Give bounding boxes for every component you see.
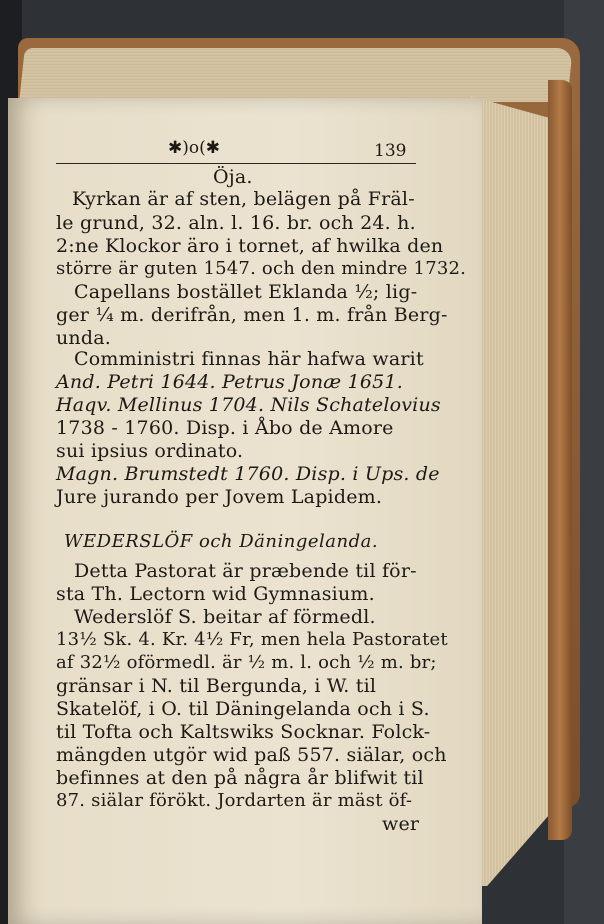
text-line: til Tofta och Kaltswiks Socknar. Folck- — [56, 721, 431, 743]
page-heading: Öja. — [213, 166, 253, 188]
text-line: Capellans bostället Eklanda ½; lig- — [74, 281, 418, 303]
text-line: Wederslöf S. beitar af förmedl. — [74, 606, 376, 628]
text-line: 13½ Sk. 4. Kr. 4½ Fr, men hela Pastoratet — [56, 629, 448, 650]
page-fore-edge — [470, 96, 556, 886]
text-line: And. Petri 1644. Petrus Jonæ 1651. — [56, 371, 403, 393]
text-line: af 32½ oförmedl. är ½ m. l. och ½ m. br; — [56, 652, 437, 673]
cover-edge — [548, 80, 572, 840]
text-line: mängden utgör wid paß 557. siälar, och — [56, 744, 447, 766]
text-line: le grund, 32. aln. l. 16. br. och 24. h. — [56, 212, 416, 234]
text-line: Kyrkan är af sten, belägen på Fräl- — [72, 188, 415, 210]
text-line: ger ¼ m. derifrån, men 1. m. från Berg- — [56, 304, 448, 326]
text-line: Haqv. Mellinus 1704. Nils Schatelovius — [56, 394, 441, 416]
text-line: Detta Pastorat är præbende til för- — [74, 560, 417, 582]
text-line: 1738 - 1760. Disp. i Åbo de Amore — [56, 417, 394, 439]
text-line: gränsar i N. til Bergunda, i W. til — [56, 675, 377, 697]
text-line: större är guten 1547. och den mindre 1732. — [56, 258, 467, 279]
section-title: WEDERSLÖF och Däningelanda. — [64, 531, 379, 552]
text-line: befinnes at den på några år blifwit til — [56, 767, 424, 789]
text-line: Skatelöf, i O. til Däningelanda och i S. — [56, 698, 430, 720]
text-line: 2:ne Klockor äro i tornet, af hwilka den — [56, 235, 444, 257]
text-line: sta Th. Lectorn wid Gymnasium. — [56, 583, 375, 605]
header-rule — [56, 163, 416, 164]
header-ornament: ✱)o(✱ — [168, 138, 220, 158]
catchword: wer — [382, 813, 420, 835]
page-number: 139 — [374, 141, 407, 161]
text-line: Magn. Brumstedt 1760. Disp. i Ups. de — [56, 463, 440, 485]
text-line: 87. siälar förökt. Jordarten är mäst öf- — [56, 790, 413, 811]
text-line: Comministri finnas här hafwa warit — [74, 348, 424, 370]
text-line: sui ipsius ordinato. — [56, 440, 244, 462]
text-line: unda. — [56, 327, 112, 349]
page-block-top — [19, 48, 573, 102]
text-line: Jure jurando per Jovem Lapidem. — [56, 486, 383, 508]
